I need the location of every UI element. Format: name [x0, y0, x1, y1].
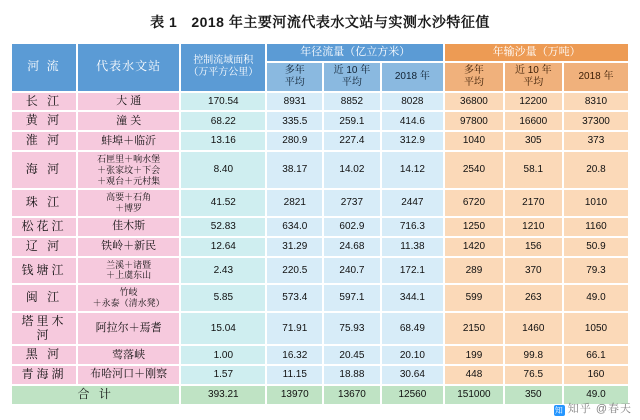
cell-runoff-multiyear: 335.5	[267, 112, 322, 130]
cell-sed-multiyear: 1250	[445, 218, 502, 236]
table-row	[12, 152, 628, 188]
cell-runoff-recent10: 2737	[324, 190, 379, 216]
col-header-runoff: 年径流量（亿立方米）	[267, 44, 443, 61]
cell-river: 黑 河	[12, 346, 76, 364]
cell-area: 2.43	[181, 258, 265, 284]
cell-total-runoff-2018: 12560	[382, 386, 444, 404]
cell-river: 钱塘江	[12, 258, 76, 284]
cell-sed-recent10: 12200	[505, 93, 562, 111]
cell-runoff-2018: 172.1	[382, 258, 444, 284]
table-header-row-1	[12, 44, 628, 61]
cell-area: 68.22	[181, 112, 265, 130]
sed-multiyear-line2: 平均	[463, 76, 484, 88]
cell-river: 辽 河	[12, 238, 76, 256]
cell-station: 蚌埠＋临沂	[78, 132, 179, 150]
cell-runoff-recent10: 597.1	[324, 285, 379, 311]
cell-sed-recent10: 305	[505, 132, 562, 150]
table-row	[12, 190, 628, 216]
cell-sed-2018: 373	[564, 132, 628, 150]
cell-station: 阿拉尔＋焉耆	[78, 313, 179, 345]
cell-station: 竹岐 ＋永泰（清水凳）	[78, 285, 179, 311]
cell-total-area: 393.21	[181, 386, 265, 404]
cell-river: 黄 河	[12, 112, 76, 130]
table-row	[12, 313, 628, 345]
col-header-sed-2018: 2018 年	[564, 63, 628, 91]
table-row	[12, 285, 628, 311]
table-row	[12, 93, 628, 111]
cell-runoff-recent10: 24.68	[324, 238, 379, 256]
cell-station: 铁岭＋新民	[78, 238, 179, 256]
cell-area: 52.83	[181, 218, 265, 236]
cell-river: 闽 江	[12, 285, 76, 311]
table-total-row	[12, 386, 628, 404]
cell-sed-recent10: 76.5	[505, 366, 562, 384]
cell-sed-multiyear: 289	[445, 258, 502, 284]
cell-sed-multiyear: 199	[445, 346, 502, 364]
cell-sed-multiyear: 6720	[445, 190, 502, 216]
table-row	[12, 238, 628, 256]
cell-runoff-2018: 30.64	[382, 366, 444, 384]
cell-sed-2018: 50.9	[564, 238, 628, 256]
cell-river: 淮 河	[12, 132, 76, 150]
cell-sed-multiyear: 1420	[445, 238, 502, 256]
col-header-runoff-2018: 2018 年	[382, 63, 444, 91]
cell-area: 15.04	[181, 313, 265, 345]
cell-runoff-multiyear: 8931	[267, 93, 322, 111]
table-row	[12, 132, 628, 150]
cell-station: 布哈河口＋刚察	[78, 366, 179, 384]
cell-sed-2018: 1010	[564, 190, 628, 216]
runoff-recent-line1: 近 10 年	[333, 64, 371, 76]
table-row	[12, 366, 628, 384]
cell-runoff-multiyear: 2821	[267, 190, 322, 216]
table-row	[12, 258, 628, 284]
cell-runoff-recent10: 18.88	[324, 366, 379, 384]
cell-sed-multiyear: 2540	[445, 152, 502, 188]
cell-sed-2018: 49.0	[564, 285, 628, 311]
cell-river: 海 河	[12, 152, 76, 188]
cell-runoff-2018: 68.49	[382, 313, 444, 345]
cell-runoff-recent10: 8852	[324, 93, 379, 111]
cell-station: 石匣里＋响水堡 ＋张家坟＋下会 ＋观台＋元村集	[78, 152, 179, 188]
hydrology-table	[10, 42, 630, 406]
cell-area: 1.00	[181, 346, 265, 364]
col-header-area-line2: （万平方公里）	[188, 67, 259, 79]
cell-sed-multiyear: 448	[445, 366, 502, 384]
cell-sed-recent10: 263	[505, 285, 562, 311]
cell-sed-recent10: 1210	[505, 218, 562, 236]
cell-area: 1.57	[181, 366, 265, 384]
cell-runoff-recent10: 20.45	[324, 346, 379, 364]
cell-sed-2018: 79.3	[564, 258, 628, 284]
cell-total-sed-recent10: 350	[505, 386, 562, 404]
cell-total-label: 合 计	[12, 386, 179, 404]
cell-runoff-recent10: 259.1	[324, 112, 379, 130]
runoff-multiyear-line2: 平均	[284, 76, 305, 88]
runoff-multiyear-line1: 多年	[284, 64, 305, 76]
cell-sed-2018: 20.8	[564, 152, 628, 188]
watermark-text: 知乎 @春天	[567, 403, 632, 415]
cell-runoff-2018: 312.9	[382, 132, 444, 150]
col-header-area	[181, 44, 265, 91]
col-header-sed-recent10	[505, 63, 562, 91]
cell-runoff-2018: 14.12	[382, 152, 444, 188]
cell-sed-2018: 160	[564, 366, 628, 384]
table-number: 表 1	[150, 14, 178, 30]
sed-recent-line1: 近 10 年	[514, 64, 552, 76]
col-header-runoff-multiyear	[267, 63, 322, 91]
cell-sed-multiyear: 36800	[445, 93, 502, 111]
cell-river: 塔里木河	[12, 313, 76, 345]
table-head	[12, 44, 628, 91]
sed-recent-line2: 平均	[523, 76, 544, 88]
cell-runoff-recent10: 14.02	[324, 152, 379, 188]
runoff-recent-line2: 平均	[341, 76, 362, 88]
cell-sed-recent10: 58.1	[505, 152, 562, 188]
cell-runoff-multiyear: 11.15	[267, 366, 322, 384]
cell-station: 莺落峡	[78, 346, 179, 364]
zhihu-logo-icon: 知	[554, 406, 564, 415]
cell-area: 41.52	[181, 190, 265, 216]
cell-runoff-multiyear: 280.9	[267, 132, 322, 150]
table-row	[12, 112, 628, 130]
table-row	[12, 346, 628, 364]
cell-river: 松花江	[12, 218, 76, 236]
col-header-sed-multiyear	[445, 63, 502, 91]
cell-station: 高要＋石角 ＋博罗	[78, 190, 179, 216]
cell-area: 8.40	[181, 152, 265, 188]
cell-area: 12.64	[181, 238, 265, 256]
page-title	[10, 12, 630, 32]
cell-area: 13.16	[181, 132, 265, 150]
cell-runoff-multiyear: 16.32	[267, 346, 322, 364]
cell-runoff-2018: 414.6	[382, 112, 444, 130]
cell-runoff-2018: 344.1	[382, 285, 444, 311]
cell-station: 大 通	[78, 93, 179, 111]
cell-total-sed-2018: 49.0	[564, 386, 628, 404]
cell-runoff-multiyear: 634.0	[267, 218, 322, 236]
cell-station: 潼 关	[78, 112, 179, 130]
cell-river: 长 江	[12, 93, 76, 111]
cell-sed-recent10: 2170	[505, 190, 562, 216]
cell-total-runoff-recent10: 13670	[324, 386, 379, 404]
cell-runoff-2018: 20.10	[382, 346, 444, 364]
cell-river: 珠 江	[12, 190, 76, 216]
cell-runoff-2018: 716.3	[382, 218, 444, 236]
cell-runoff-2018: 2447	[382, 190, 444, 216]
cell-area: 170.54	[181, 93, 265, 111]
cell-sed-recent10: 1460	[505, 313, 562, 345]
cell-total-sed-multiyear: 151000	[445, 386, 502, 404]
cell-runoff-multiyear: 31.29	[267, 238, 322, 256]
cell-runoff-recent10: 240.7	[324, 258, 379, 284]
cell-total-runoff-multiyear: 13970	[267, 386, 322, 404]
cell-runoff-multiyear: 220.5	[267, 258, 322, 284]
cell-runoff-multiyear: 38.17	[267, 152, 322, 188]
cell-sed-recent10: 16600	[505, 112, 562, 130]
table-title-text: 2018 年主要河流代表水文站与实测水沙特征值	[191, 14, 490, 30]
sed-multiyear-line1: 多年	[463, 64, 484, 76]
watermark	[554, 400, 632, 416]
cell-station: 佳木斯	[78, 218, 179, 236]
cell-runoff-2018: 11.38	[382, 238, 444, 256]
cell-runoff-multiyear: 71.91	[267, 313, 322, 345]
cell-river: 青海湖	[12, 366, 76, 384]
cell-sed-multiyear: 1040	[445, 132, 502, 150]
col-header-sediment: 年输沙量（万吨）	[445, 44, 628, 61]
col-header-river: 河 流	[12, 44, 76, 91]
cell-sed-2018: 1050	[564, 313, 628, 345]
cell-sed-recent10: 370	[505, 258, 562, 284]
cell-sed-multiyear: 2150	[445, 313, 502, 345]
cell-sed-2018: 37300	[564, 112, 628, 130]
table-row	[12, 218, 628, 236]
col-header-runoff-recent10	[324, 63, 379, 91]
col-header-area-line1: 控制流域面积	[193, 54, 254, 66]
cell-area: 5.85	[181, 285, 265, 311]
cell-sed-2018: 1160	[564, 218, 628, 236]
cell-sed-recent10: 99.8	[505, 346, 562, 364]
cell-station: 兰溪＋诸暨 ＋上虞东山	[78, 258, 179, 284]
cell-runoff-recent10: 602.9	[324, 218, 379, 236]
cell-sed-multiyear: 599	[445, 285, 502, 311]
cell-sed-recent10: 156	[505, 238, 562, 256]
cell-sed-2018: 66.1	[564, 346, 628, 364]
cell-runoff-2018: 8028	[382, 93, 444, 111]
cell-runoff-recent10: 227.4	[324, 132, 379, 150]
table-body	[12, 93, 628, 404]
cell-runoff-multiyear: 573.4	[267, 285, 322, 311]
cell-sed-multiyear: 97800	[445, 112, 502, 130]
cell-runoff-recent10: 75.93	[324, 313, 379, 345]
cell-sed-2018: 8310	[564, 93, 628, 111]
col-header-station: 代表水文站	[78, 44, 179, 91]
